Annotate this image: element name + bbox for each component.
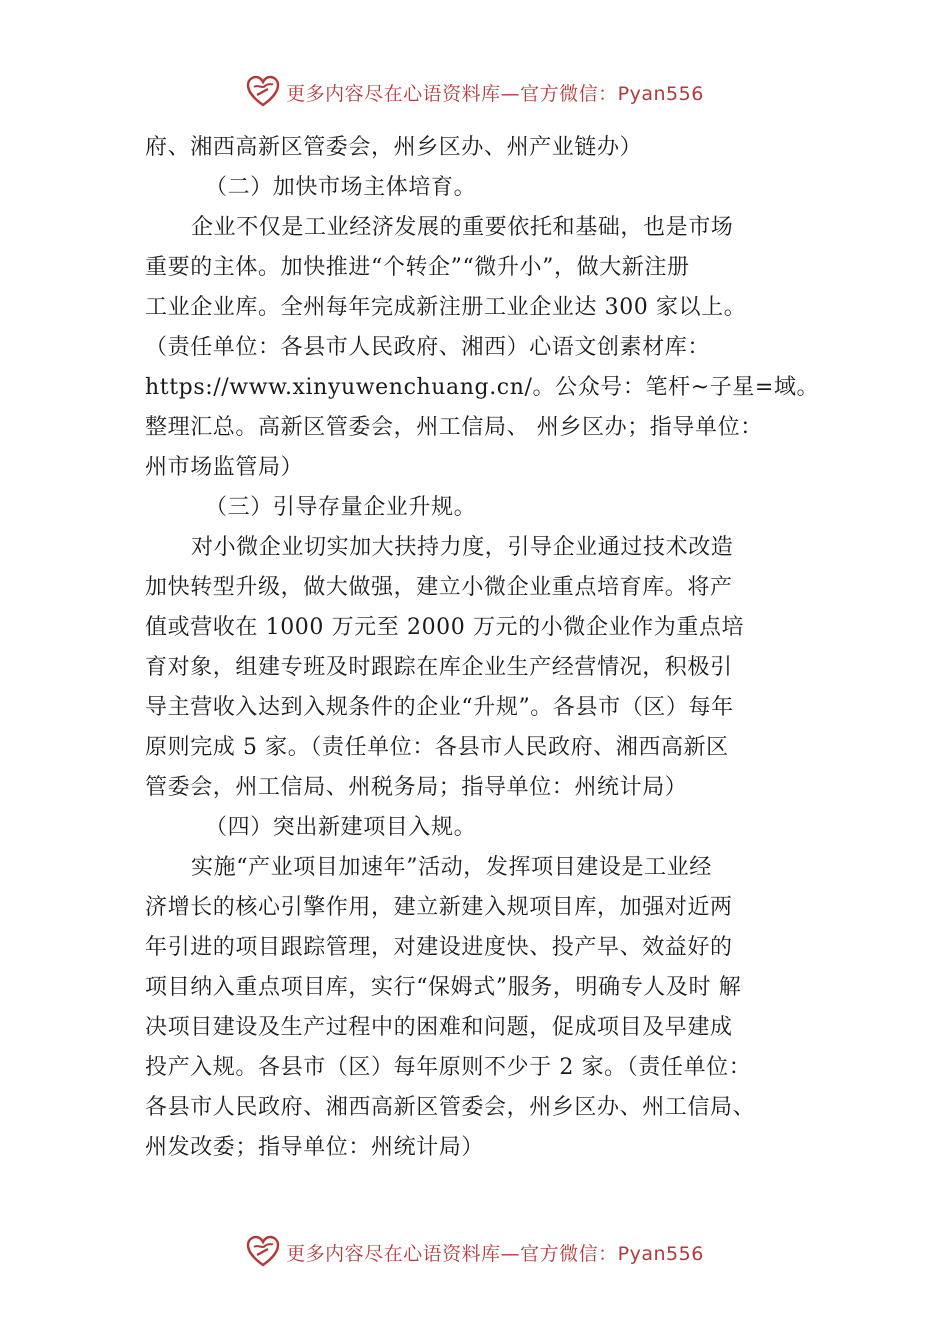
section-heading: （四）突出新建项目入规。 — [205, 815, 477, 840]
text-line: 济增长的核心引擎作用，建立新建入规项目库，加强对近两 — [145, 895, 733, 920]
text-line: 项目纳入重点项目库，实行“保姆式”服务，明确专人及时 解 — [145, 975, 742, 1000]
text-line: （责任单位：各县市人民政府、湘西）心语文创素材库： — [145, 335, 711, 360]
footer-watermark — [0, 1232, 950, 1272]
text-line: 投产入规。各县市（区）每年原则不少于 2 家。（责任单位： — [145, 1055, 752, 1080]
text-line: 加快转型升级，做大做强，建立小微企业重点培育库。将产 — [145, 575, 733, 600]
text-line: 导主营收入达到入规条件的企业“升规”。各县市（区）每年 — [145, 695, 734, 720]
header-watermark — [0, 72, 950, 112]
text-line: 州市场监管局） — [145, 455, 304, 480]
text-line: 州发改委；指导单位：州统计局） — [145, 1135, 485, 1160]
text-line: 重要的主体。加快推进“个转企”“微升小”，做大新注册 — [145, 255, 690, 280]
text-line: 原则完成 5 家。（责任单位：各县市人民政府、湘西高新区 — [145, 735, 729, 760]
text-line: 年引进的项目跟踪管理，对建设进度快、投产早、效益好的 — [145, 935, 733, 960]
section-heading: （三）引导存量企业升规。 — [205, 495, 477, 520]
text-line: 各县市人民政府、湘西高新区管委会，州乡区办、州工信局、 — [145, 1095, 756, 1120]
text-line: 管委会，州工信局、州税务局；指导单位：州统计局） — [145, 775, 688, 800]
heart-logo-icon — [246, 1235, 280, 1269]
watermark-text: 更多内容尽在心语资料库—官方微信：Pyan556 — [286, 1242, 704, 1265]
text-line: 值或营收在 1000 万元至 2000 万元的小微企业作为重点培 — [145, 615, 745, 640]
section-heading: （二）加快市场主体培育。 — [205, 175, 477, 200]
text-line: 育对象，组建专班及时跟踪在库企业生产经营情况，积极引 — [145, 655, 733, 680]
text-line: 决项目建设及生产过程中的困难和问题，促成项目及早建成 — [145, 1015, 733, 1040]
text-line: 整理汇总。高新区管委会，州工信局、 州乡区办；指导单位： — [145, 415, 763, 440]
text-line: 工业企业库。全州每年完成新注册工业企业达 300 家以上。 — [145, 295, 747, 320]
text-line: https://www.xinyuwenchuang.cn/。公众号：笔杆~子星=域。 — [145, 375, 820, 400]
text-line: 对小微企业切实加大扶持力度，引导企业通过技术改造 — [191, 535, 734, 560]
text-line: 府、湘西高新区管委会，州乡区办、州产业链办） — [145, 135, 643, 160]
text-line: 企业不仅是工业经济发展的重要依托和基础，也是市场 — [191, 215, 734, 240]
text-line: 实施“产业项目加速年”活动，发挥项目建设是工业经 — [191, 855, 712, 880]
watermark-text: 更多内容尽在心语资料库—官方微信：Pyan556 — [286, 82, 704, 105]
heart-logo-icon — [246, 75, 280, 109]
document-body — [145, 128, 835, 1168]
